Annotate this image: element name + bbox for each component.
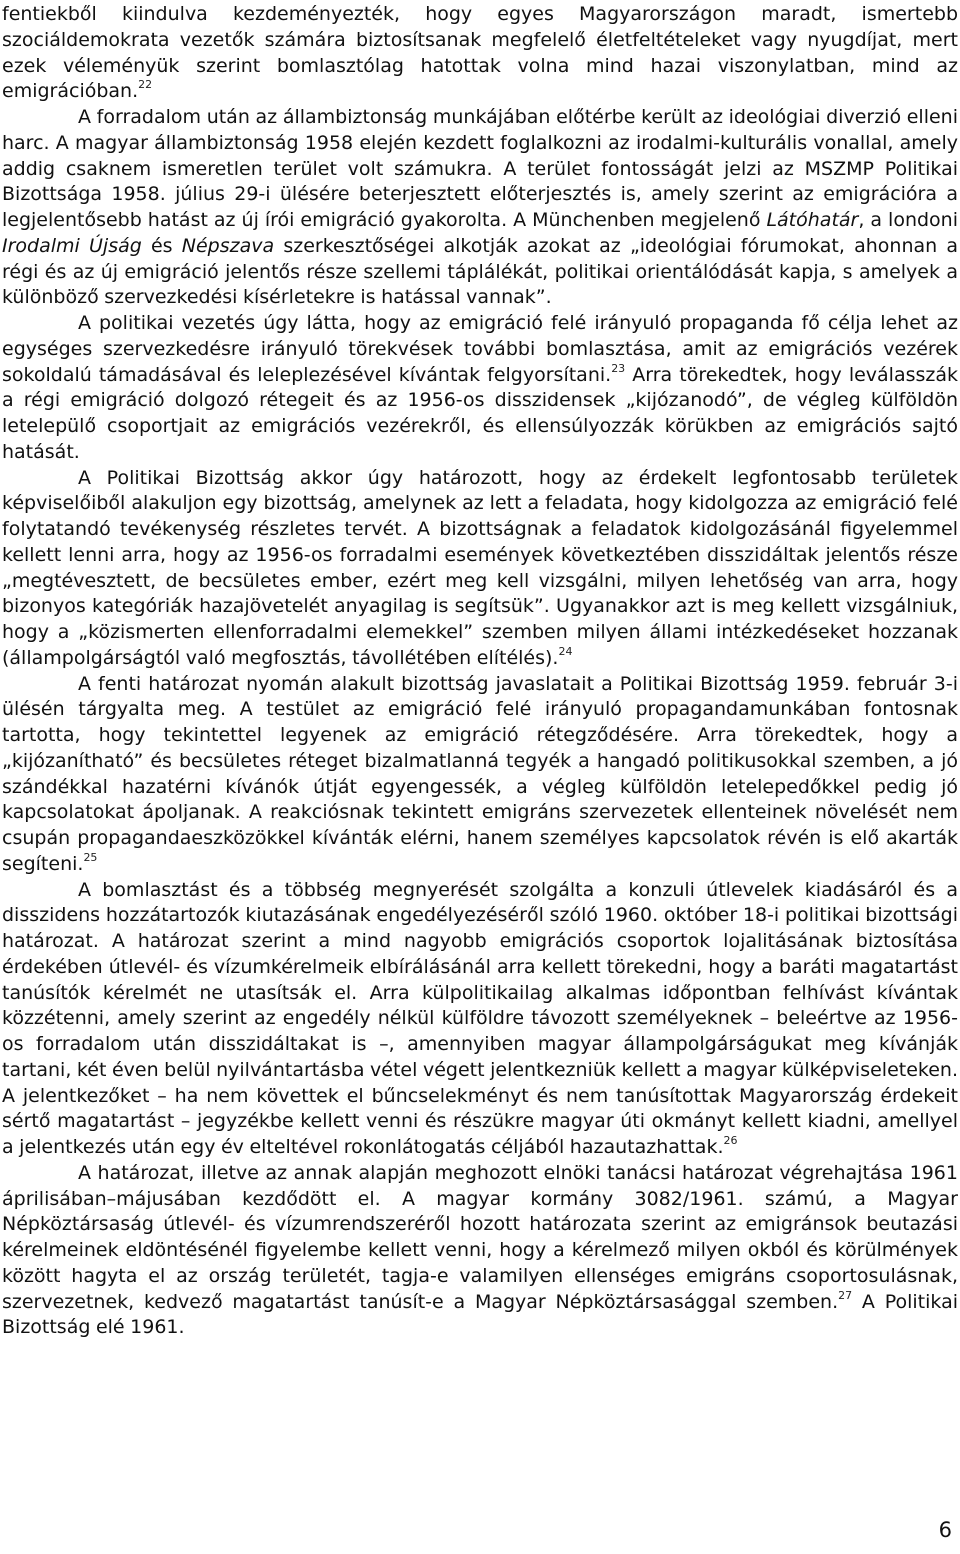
text-run: fentiekből kiindulva kezdeményezték, hogy egyes Magyarországon maradt, ismertebb szociáldemokrata vezetők számára biztosítsanak megfelelő életfeltételeket vagy nyugdíjat, mert ezek véleményük szerint bomlasztólag hatottak volna mind hazai viszonylatban, mind az emigrációban. (2, 3, 958, 103)
paragraph (2, 105, 958, 311)
footnote-reference: 25 (83, 850, 98, 864)
text-run: Arra törekedtek, hogy leválasszák a régi emigráció dolgozó rétegeit és az 1956-os disszidensek „kijózanodó”, de végleg külföldön letelepülő csoportjait az emigrációs vezérekről, és ellensúlyozzák körükben az emigrációs sajtó hatását. (2, 363, 959, 463)
footnote-reference: 27 (838, 1288, 853, 1302)
text-run: A Politikai Bizottság elé 1961. (2, 1290, 958, 1339)
text-run: szerkesztőségei alkotják azokat az „ideológiai fórumokat, ahonnan a régi és az új emigráció jelentős része szellemi táplálékát, politikai orientálódását kapja, s amelyek a különböző szervezkedési kísérletekre is hatással vannak”. (2, 234, 959, 309)
footnote-reference: 24 (558, 644, 573, 658)
paragraph (2, 311, 958, 466)
paragraph (2, 2, 958, 105)
text-run: A forradalom után az állambiztonság munkájában előtérbe került az ideológiai diverzió elleni harc. A magyar állambiztonság 1958 elején kezdett foglalkozni az irodalmi-kulturális vonallal, amely addig csaknem ismeretlen terület volt számukra. A terület fontosságát jelzi az MSZMP Politikai Bizottsága 1958. július 29-i ülésére beterjesztett előterjesztés is, amely szerint az emigrációra a legjelentősebb hatást az új írói emigráció gyakorolta. A Münchenben megjelenő (2, 106, 958, 231)
footnote-reference: 23 (611, 361, 626, 375)
footnote-reference: 22 (138, 78, 153, 92)
italic-title: Irodalmi Újság (2, 234, 142, 257)
body-text (2, 2, 958, 1341)
text-run: és (141, 234, 182, 257)
text-run: A politikai vezetés úgy látta, hogy az emigráció felé irányuló propaganda fő célja lehet az egységes szervezkedésre irányuló törekvések további bomlasztása, amit az emigrációs vezérek sokoldalú támadásával és leleplezésével kívántak felgyorsítani. (2, 312, 958, 386)
footnote-reference: 26 (723, 1134, 738, 1147)
paragraph (2, 1161, 958, 1341)
page-number: 6 (938, 1518, 952, 1542)
text-run: A bomlasztást és a többség megnyerését szolgálta a konzuli útlevelek kiadásáról és a disszidens hozzátartozók kiutazásának engedélyezéséről szóló 1960. október 18-i politikai bizottsági határozat. A határozat szerint a mind nagyobb emigrációs csoportok lojalitásának biztosítása érdekében útlevél- és vízumkérelmeik elbírálásánál arra kellett törekedni, hogy a baráti magatartást tanúsítók kérelmét ne utasítsák el. Arra külpolitikailag alkalmas időpontban felhívást kívántak közzétenni, amely szerint az engedély nélkül külföldre távozott személyeknek – beleértve az 1956-os forradalom után disszidáltakat is –, amennyiben magyar állampolgárságukat meg kívánják tartani, két éven belül nyilvántartásba vétel végett jelentkezniük kellett a magyar külképviseleteken. A jelentkezőket – ha nem követtek el bűncselekményt és nem tanúsítottak Magyarország érdekeit sértő magatartást – jegyzékbe kellett venni és részükre magyar úti okmányt kellett kiadni, amellyel a jelentkezés után egy év elteltével rokonlátogatás céljából hazautazhattak. (2, 878, 958, 1158)
text-run: A Politikai Bizottság akkor úgy határozott, hogy az érdekelt legfontosabb területek képviselőiből alakuljon egy bizottság, amelynek az lett a feladata, hogy kidolgozza az emigráció felé folytatandó tevékenység részletes tervét. A bizottságnak a feladatok kidolgozásánál figyelemmel kellett lenni arra, hogy az 1956-os forradalmi események következtében disszidáltak jelentős része „megtévesztett, de becsületes ember, ezért meg kell vizsgálni, milyen lehetőség van arra, hogy bizonyos kategóriák hazajövetelét anyagilag is segítsük”. Ugyanakkor azt is meg kellett vizsgálniuk, hogy a „közismerten ellenforradalmi elemekkel” szemben milyen állami intézkedéseket hozzanak (állampolgárságtól való megfosztás, távollétében elítélés). (2, 466, 958, 669)
italic-title: Népszava (181, 234, 275, 257)
paragraph (2, 672, 958, 878)
paragraph (2, 466, 958, 672)
italic-title: Látóhatár (766, 209, 859, 231)
text-run: , a londoni (858, 209, 958, 231)
text-run: A határozat, illetve az annak alapján meghozott elnöki tanácsi határozat végrehajtása 1961 áprilisában–májusában kezdődött el. A magyar kormány 3082/1961. számú, a Magyar Népköztársaság útlevél- és vízumrendszeréről hozott határozata szerint az emigránsok beutazási kérelmeinek eldöntésénél figyelembe kellett venni, hogy a kérelmező milyen okból és körülmények között hagyta el az ország területét, tagja-e valamilyen ellenséges emigráns csoportosulásnak, szervezetnek, kedvező magatartást tanúsít-e a Magyar Népköztársasággal szemben. (2, 1161, 958, 1313)
text-run: A fenti határozat nyomán alakult bizottság javaslatait a Politikai Bizottság 1959. február 3-i ülésén tárgyalta meg. A testület az emigráció felé irányuló propagandamunkában fontosnak tartotta, hogy tekintettel legyenek az emigráció rétegződésére. Arra törekedtek, hogy a „kijózanítható” és becsületes réteget bizalmatlanná tegyék a hangadó politikusokkal szemben, a jó szándékkal hazatérni kívánók útját egyengessék, a végleg külföldön letelepedőkkel pedig jó kapcsolatokat ápoljanak. A reakciósnak tekintett emigráns szervezetek ellenteinek növelését nem csupán propagandaeszközökkel kívánták elérni, hanem személyes kapcsolatok révén is elő akarták segíteni. (2, 672, 958, 875)
paragraph (2, 878, 958, 1161)
